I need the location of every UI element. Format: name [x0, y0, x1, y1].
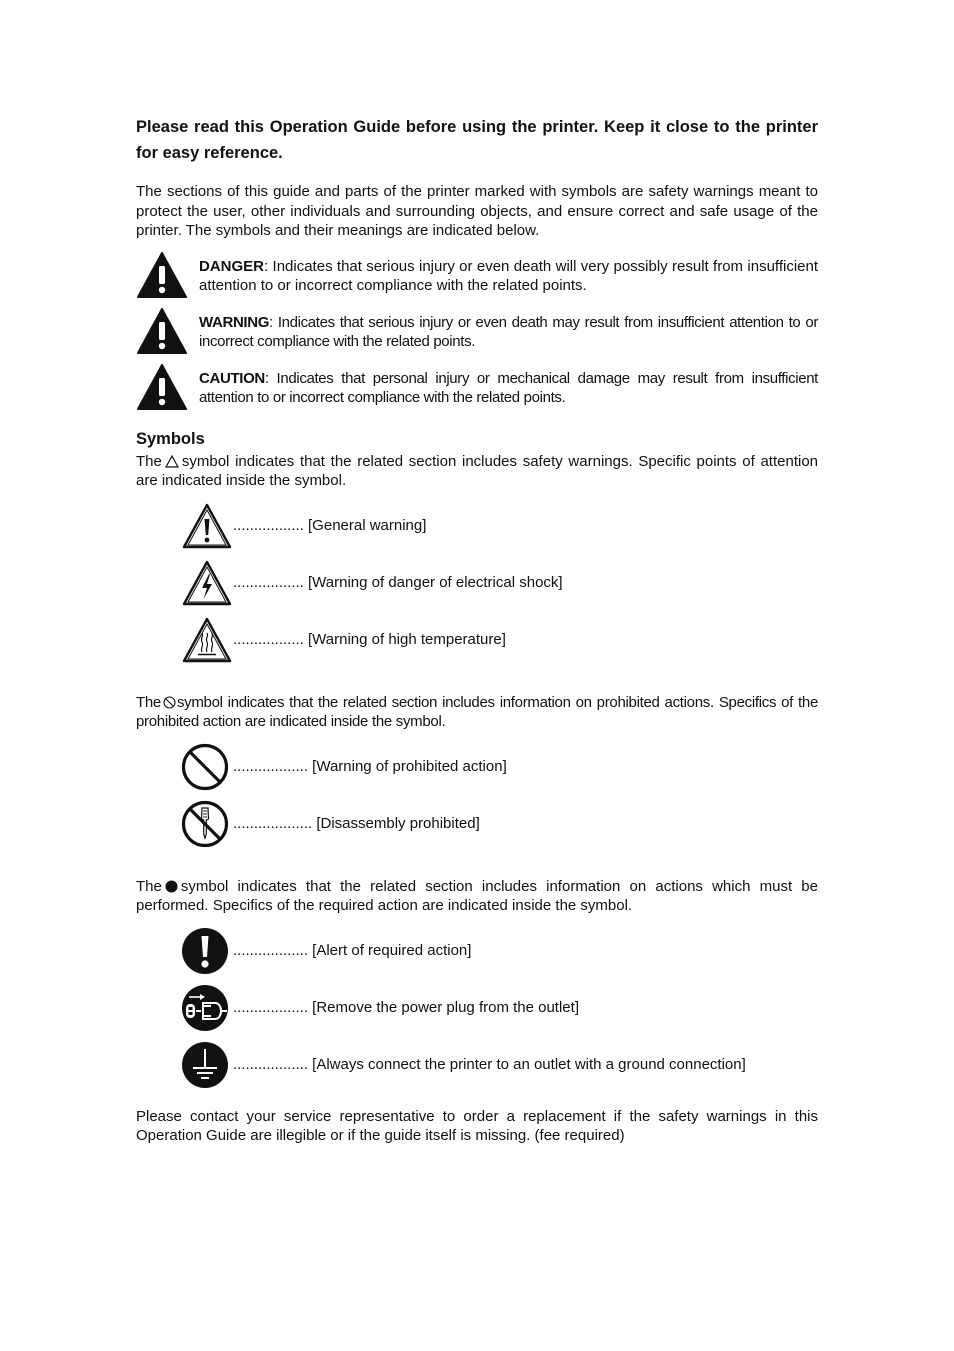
required-symbol-paragraph: The symbol indicates that the related section includes information on actions which must be performed. Specifics of the required action are indicated inside the symbol. [136, 877, 818, 914]
electrical-shock-warning-icon [181, 559, 233, 607]
prohibited-symbol-paragraph: The symbol indicates that the related section includes information on prohibited actions. Specifics of the prohibited action are indicated inside the symbol. [136, 693, 818, 730]
prohibition-circle-icon [163, 696, 176, 709]
list-item [181, 800, 818, 848]
warning-term: WARNING [199, 313, 270, 331]
danger-notice [136, 253, 818, 299]
list-item [181, 616, 818, 664]
warning-notice [136, 309, 818, 355]
warning-icon [136, 307, 188, 355]
caution-icon [136, 363, 188, 411]
caution-notice [136, 365, 818, 411]
prohibited-action-icon [181, 743, 231, 791]
filled-circle-icon [165, 880, 178, 893]
list-item [181, 743, 818, 791]
danger-text: : Indicates that serious injury or even death will very possibly result from insufficient attention to or incorrect compliance with the related points. [199, 257, 818, 294]
required-action-label: .................. [Alert of required action] [233, 942, 472, 959]
warning-text: : Indicates that serious injury or even death may result from insufficient attention to or incorrect compliance with the related points. [199, 313, 818, 350]
disassembly-prohibited-label: ................... [Disassembly prohibited] [233, 815, 480, 832]
closing-paragraph: Please contact your service representative to order a replacement if the safety warnings in this Operation Guide are illegible or if the guide itself is missing. (fee required) [136, 1107, 818, 1144]
list-item [181, 984, 818, 1032]
prohibited-symbol-list [181, 743, 818, 848]
danger-icon [136, 251, 188, 299]
lead-instruction: Please read this Operation Guide before using the printer. Keep it close to the printer for easy reference. [136, 118, 818, 162]
disassembly-prohibited-icon [181, 800, 231, 848]
electrical-shock-label: ................. [Warning of danger of electrical shock] [233, 574, 563, 591]
high-temperature-warning-icon [181, 616, 233, 664]
general-warning-icon [181, 502, 233, 550]
list-item [181, 502, 818, 550]
triangle-symbol-list [181, 502, 818, 664]
list-item [181, 927, 818, 975]
required-action-alert-icon [181, 927, 231, 975]
symbols-heading: Symbols [136, 429, 205, 448]
high-temperature-label: ................. [Warning of high temperature] [233, 631, 506, 648]
caution-text: : Indicates that personal injury or mechanical damage may result from insufficient attention to or incorrect compliance with the related points. [199, 369, 818, 406]
general-warning-label: ................. [General warning] [233, 517, 427, 534]
prohibited-action-label: .................. [Warning of prohibited action] [233, 758, 507, 775]
list-item [181, 559, 818, 607]
document-page [136, 114, 818, 1146]
triangle-outline-icon [165, 455, 179, 468]
danger-term: DANGER [199, 257, 265, 275]
triangle-symbol-paragraph: The symbol indicates that the related section includes safety warnings. Specific points of attention are indicated inside the symbol. [136, 452, 818, 489]
caution-term: CAUTION [199, 369, 265, 387]
required-symbol-list [181, 927, 818, 1089]
ground-connection-icon [181, 1041, 231, 1089]
intro-paragraph: The sections of this guide and parts of the printer marked with symbols are safety warnings meant to protect the user, other individuals and surrounding objects, and ensure correct and safe usage of the printer. The symbols and their meanings are indicated below. [136, 183, 818, 239]
remove-power-plug-icon [181, 984, 231, 1032]
ground-connection-label: .................. [Always connect the printer to an outlet with a ground connection] [233, 1056, 746, 1073]
list-item [181, 1041, 818, 1089]
remove-power-plug-label: .................. [Remove the power plug from the outlet] [233, 999, 579, 1016]
